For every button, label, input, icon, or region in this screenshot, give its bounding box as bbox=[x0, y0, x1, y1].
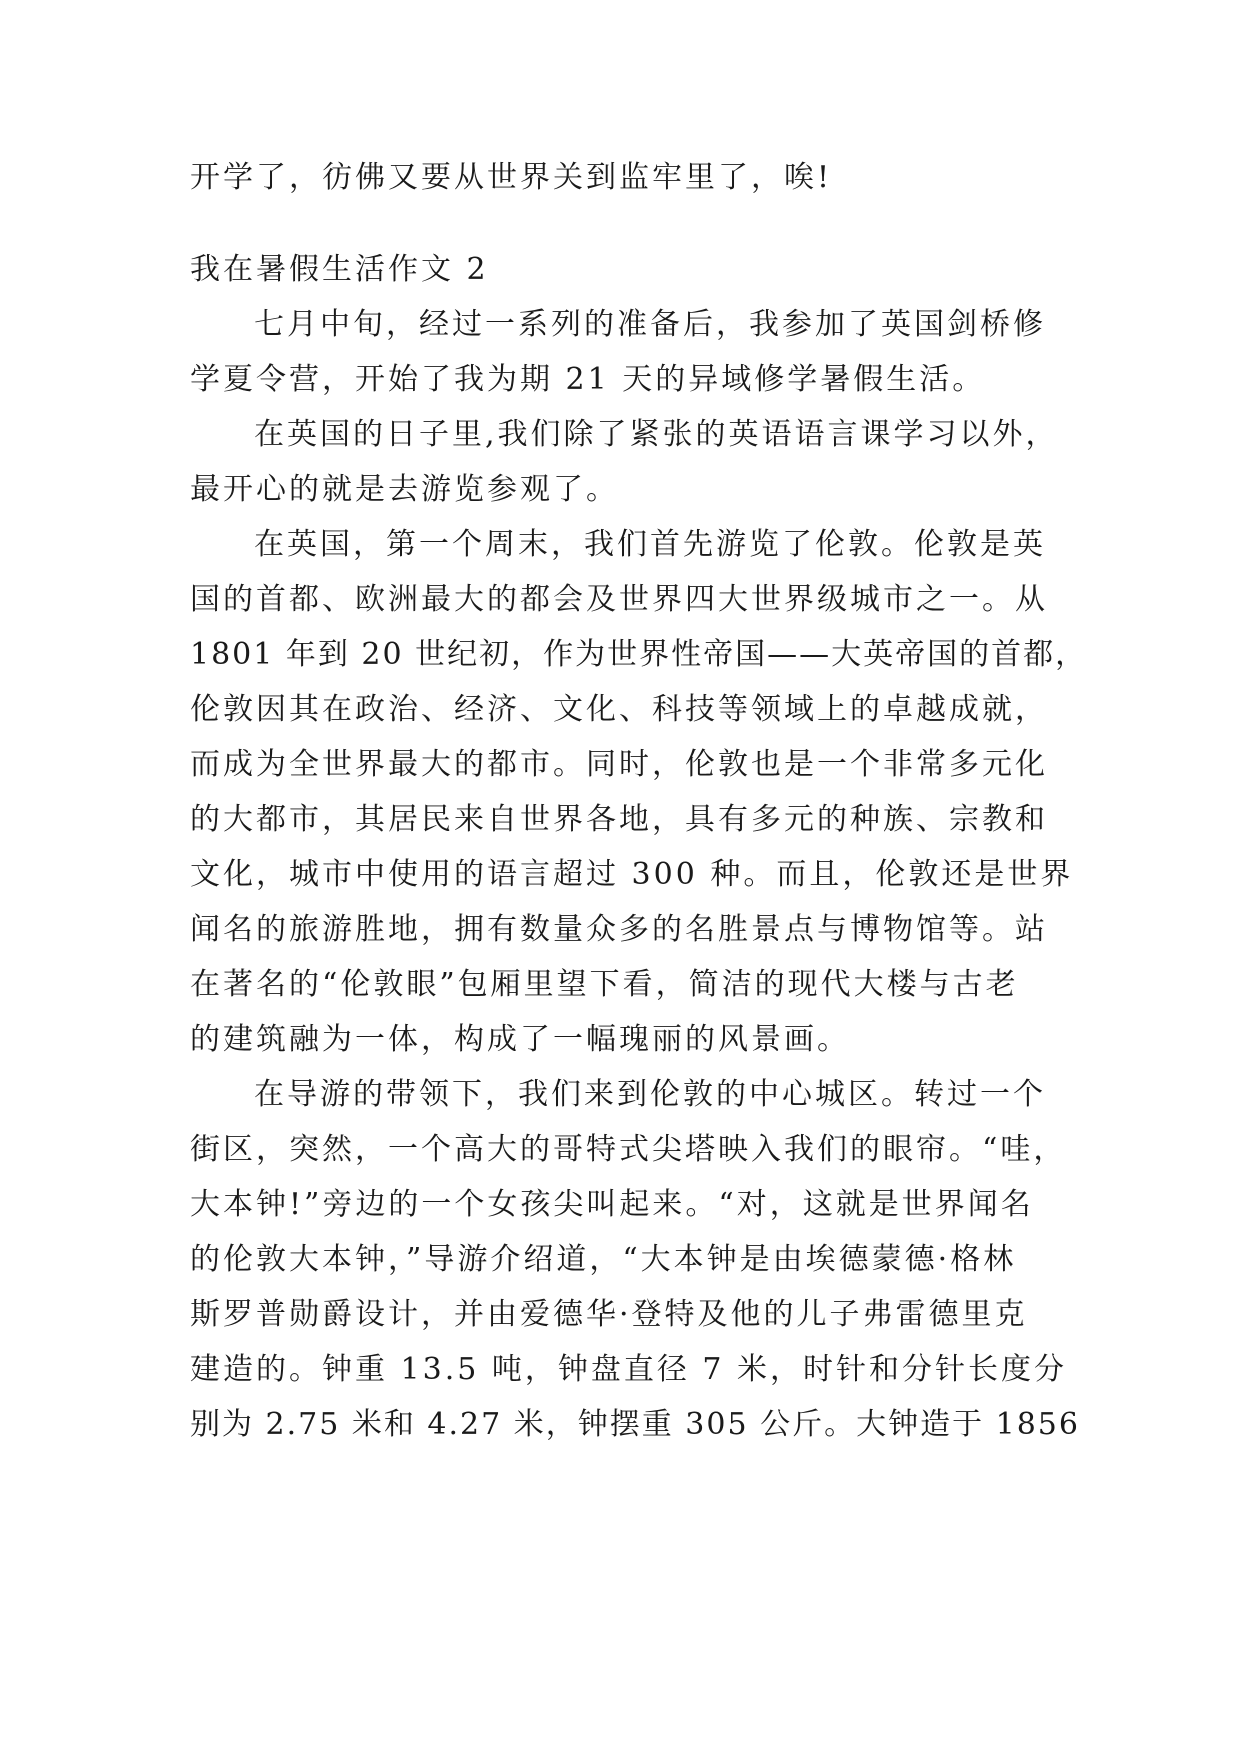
text-line: 的建筑融为一体，构成了一幅瑰丽的风景画。 bbox=[190, 1022, 850, 1057]
text-line: 大本钟!”旁边的一个女孩尖叫起来。“对，这就是世界闻名 bbox=[190, 1187, 1034, 1222]
text-line: 的伦敦大本钟，”导游介绍道，“大本钟是由埃德蒙德·格林 bbox=[190, 1242, 1017, 1277]
text-line: 国的首都、欧洲最大的都会及世界四大世界级城市之一。从 bbox=[190, 582, 1048, 617]
text-line: 最开心的就是去游览参观了。 bbox=[190, 472, 619, 507]
text-line: 文化，城市中使用的语言超过 300 种。而且，伦敦还是世界 bbox=[190, 857, 1074, 892]
text-line: 伦敦因其在政治、经济、文化、科技等领域上的卓越成就， bbox=[190, 692, 1048, 727]
text-line: 别为 2.75 米和 4.27 米，钟摆重 305 公斤。大钟造于 1856 bbox=[190, 1407, 1080, 1442]
text-line: 斯罗普勋爵设计，并由爱德华·登特及他的儿子弗雷德里克 bbox=[190, 1297, 1028, 1332]
text-line: 闻名的旅游胜地，拥有数量众多的名胜景点与博物馆等。站 bbox=[190, 912, 1048, 947]
text-line: 而成为全世界最大的都市。同时，伦敦也是一个非常多元化 bbox=[190, 747, 1048, 782]
text-line: 学夏令营，开始了我为期 21 天的异域修学暑假生活。 bbox=[190, 362, 986, 397]
text-line: 在英国的日子里,我们除了紧张的英语语言课学习以外， bbox=[254, 417, 1059, 452]
text-line: 七月中旬，经过一系列的准备后，我参加了英国剑桥修 bbox=[254, 307, 1046, 342]
section-heading: 我在暑假生活作文 2 bbox=[190, 252, 489, 287]
text-line: 在导游的带领下，我们来到伦敦的中心城区。转过一个 bbox=[254, 1077, 1046, 1112]
text-line: 街区，突然，一个高大的哥特式尖塔映入我们的眼帘。“哇， bbox=[190, 1132, 1067, 1167]
text-line: 在英国，第一个周末，我们首先游览了伦敦。伦敦是英 bbox=[254, 527, 1046, 562]
text-line: 建造的。钟重 13.5 吨，钟盘直径 7 米，时针和分针长度分 bbox=[190, 1352, 1068, 1387]
text-line: 在著名的“伦敦眼”包厢里望下看，简洁的现代大楼与古老 bbox=[190, 967, 1019, 1002]
text-line: 开学了，彷佛又要从世界关到监牢里了，唉! bbox=[190, 160, 833, 195]
text-line: 1801 年到 20 世纪初，作为世界性帝国——大英帝国的首都， bbox=[190, 637, 1088, 672]
text-line: 的大都市，其居民来自世界各地，具有多元的种族、宗教和 bbox=[190, 802, 1048, 837]
